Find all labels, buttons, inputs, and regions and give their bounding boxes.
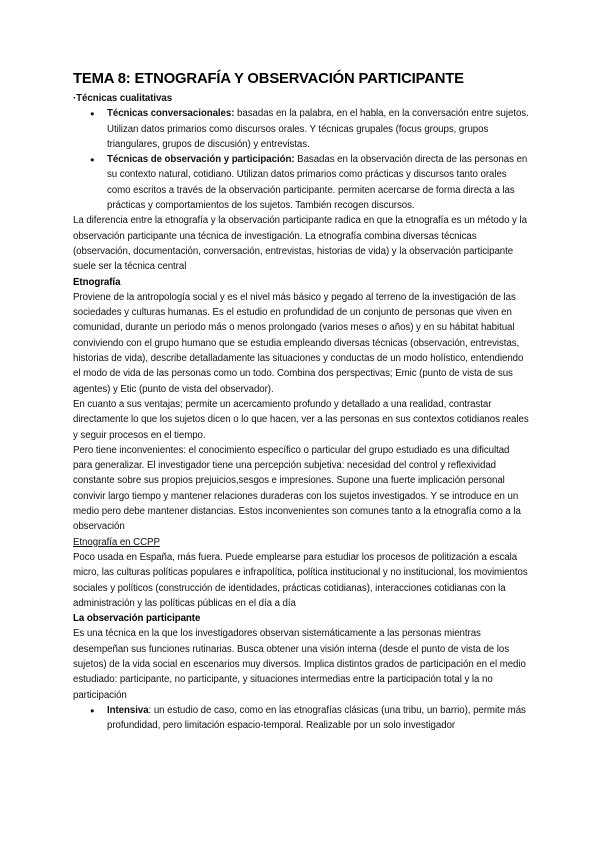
etnografia-paragraph-2: En cuanto a sus ventajas; permite un acercamiento profundo y detallado a una realidad, contrastar directamente lo que los sujetos dicen o lo que hacen, ver a las personas en sus contextos cotidianos reales y seguir procesos en el tiempo. [73,398,529,441]
subtitle: ·Técnicas cualitativas [73,93,173,104]
list-item-term: Técnicas conversacionales: [107,108,235,120]
tecnicas-list [73,106,529,213]
page-title: TEMA 8: ETNOGRAFÍA Y OBSERVACIÓN PARTICIPANTE [73,71,464,87]
list-item-tecnicas-conversacionales [73,106,529,152]
section-heading-observacion: La observación participante [73,613,201,625]
list-item-text: basadas en la palabra, en el habla, en la conversación entre sujetos. Utilizan datos primarios como discursos orales. Y técnicas grupales (focus groups, grupos triangulares, grupos de discusión) y entrevistas. [107,108,529,150]
list-item-text: : un estudio de caso, como en las etnografías clásicas (una tribu, un barrio), permite más profundidad, pero limitación espacio-temporal. Realizable por un solo investigador [107,704,526,732]
section-heading-etnografia: Etnografía [73,276,121,288]
ccpp-paragraph: Poco usada en España, más fuera. Puede emplearse para estudiar los procesos de politización a escala micro, las culturas políticas populares e infrapolítica, política institucional y no institucional, los movimientos sociales y políticos (construcción de identidades, prácticas cotidianas), interacciones cotidianas con la administración y las políticas públicas en el día a día [73,551,528,609]
document-body [73,70,529,733]
list-item-tecnicas-observacion [73,152,529,213]
etnografia-paragraph-3: Pero tiene inconvenientes: el conocimiento específico o particular del grupo estudiado es una dificultad para generalizar. El investigador tiene una percepción subjetiva: necesidad del control y reflexividad constante sobre sus propios prejuicios,sesgos e impresiones. Supone una fuerte implicación personal convivir largo tiempo y mantener relaciones duraderas con los sujetos investigados. Y se introduce en un medio pero debe mantener distancias. Estos inconvenientes son comunes tanto a la etnografía como a la observación [73,444,521,533]
list-item-intensiva [73,703,529,734]
observacion-list [73,703,529,734]
section-heading-ccpp: Etnografía en CCPP [73,536,160,548]
etnografia-paragraph-1: Proviene de la antropología social y es el nivel más básico y pegado al terreno de la investigación de las sociedades y culturas humanas. Es el estudio en profundidad de un conjunto de personas que viven en comunidad, durante un periodo más o menos prolongado (varios meses o años) y en su hábitat habitual conviviendo con el grupo humano que se estudia empleando diversas técnicas (observación, entrevistas, historias de vida), describe detalladamente las situaciones y conductas de un modo holístico, entendiendo el modo de vida de las personas como un todo. Combina dos perspectivas; Emic (punto de vista de sus agentes) y Etic (punto de vista del observador). [73,291,524,395]
observacion-paragraph: Es una técnica en la que los investigadores observan sistemáticamente a las personas mientras desempeñan sus funciones rutinarias. Busca obtener una visión interna (desde el punto de vista de los sujetos) de la vida social en escenarios muy diversos. Implica distintos grados de participación en el medio estudiado: participante, no participante, y situaciones intermedias entre la participación total y la no participación [73,628,526,701]
list-item-text: Basadas en la observación directa de las personas en su contexto natural, cotidiano. Utilizan datos primarios como prácticas y discursos tanto orales como escritos a través de la observación participante. permiten acercarse de forma directa a las prácticas y comportamientos de los sujetos. También recogen discursos. [107,154,528,212]
list-item-term: Técnicas de observación y participación: [107,154,295,166]
intro-paragraph: La diferencia entre la etnografía y la observación participante radica en que la etnografía es un método y la observación participante una técnica de investigación. La etnografía combina diversas técnicas (observación, documentación, conversación, entrevistas, historias de vida) y la observación participante suele ser la técnica central [73,215,527,273]
list-item-term: Intensiva [107,704,149,716]
